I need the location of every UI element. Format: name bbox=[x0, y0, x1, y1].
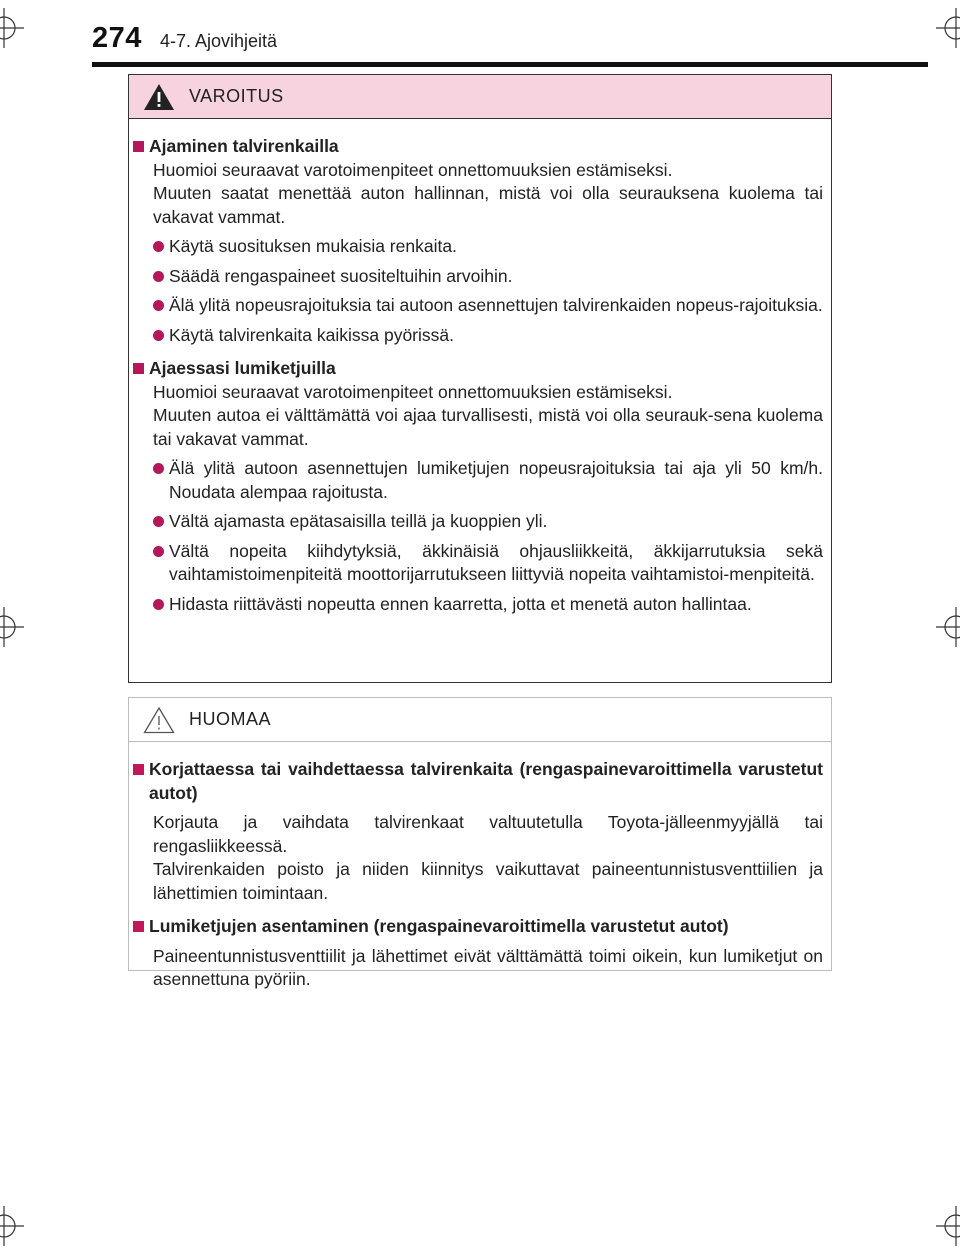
header-rule bbox=[92, 62, 928, 67]
bullet-item: Hidasta riittävästi nopeutta ennen kaarretta, jotta et menetä auton hallintaa. bbox=[153, 593, 823, 617]
round-bullet-icon bbox=[153, 457, 169, 504]
paragraph: Talvirenkaiden poisto ja niiden kiinnitys vaikuttavat paineentunnistusventtiilien ja lähettimien toimintaan. bbox=[153, 859, 823, 903]
warning-content bbox=[129, 119, 831, 616]
page-number: 274 bbox=[92, 22, 142, 54]
round-bullet-icon bbox=[153, 540, 169, 587]
paragraph: Paineentunnistusventtiilit ja lähettimet eivät välttämättä toimi oikein, kun lumiketjut on asennettuna pyöriin. bbox=[153, 945, 823, 989]
registration-mark-icon bbox=[936, 607, 960, 647]
round-bullet-icon bbox=[153, 593, 169, 617]
paragraph: Muuten saatat menettää auton hallinnan, mistä voi olla seurauksena kuolema tai vakavat vammat. bbox=[153, 183, 823, 227]
round-bullet-icon bbox=[153, 294, 169, 318]
bullet-item: Vältä ajamasta epätasaisilla teillä ja kuoppien yli. bbox=[153, 510, 823, 534]
notice-box-title: HUOMAA bbox=[189, 709, 272, 729]
section-heading: Korjattaessa tai vaihdettaessa talvirenkaita (rengaspainevaroittimella varustetut autot) bbox=[133, 758, 823, 805]
caution-triangle-outline-icon bbox=[143, 706, 175, 734]
round-bullet-icon bbox=[153, 324, 169, 348]
square-bullet-icon bbox=[133, 915, 149, 939]
notice-box-header bbox=[129, 698, 831, 742]
bullet-item: Vältä nopeita kiihdytyksiä, äkkinäisiä ohjausliikkeitä, äkkijarrutuksia sekä vaihtamistoimenpiteitä moottorijarrutukseen liittyviä nopeita vaihtamistoi-menpiteitä. bbox=[153, 540, 823, 587]
section-title: 4-7. Ajovihjeitä bbox=[160, 31, 278, 51]
warning-box-title: VAROITUS bbox=[189, 86, 284, 106]
registration-mark-icon bbox=[936, 8, 960, 48]
paragraph: Korjauta ja vaihdata talvirenkaat valtuutetulla Toyota-jälleenmyyjällä tai rengasliikkeessä. bbox=[153, 812, 823, 856]
bullet-item: Älä ylitä autoon asennettujen lumiketjujen nopeusrajoituksia tai aja yli 50 km/h. Noudata alempaa rajoitusta. bbox=[153, 457, 823, 504]
square-bullet-icon bbox=[133, 357, 149, 381]
paragraph: Muuten autoa ei välttämättä voi ajaa turvallisesti, mistä voi olla seurauk-sena kuolema tai vakavat vammat. bbox=[153, 405, 823, 449]
bullet-item: Säädä rengaspaineet suositeltuihin arvoihin. bbox=[153, 265, 823, 289]
warning-box-header bbox=[129, 75, 831, 119]
round-bullet-icon bbox=[153, 265, 169, 289]
section-heading: Lumiketjujen asentaminen (rengaspainevaroittimella varustetut autot) bbox=[133, 915, 823, 939]
section-heading: Ajaessasi lumiketjuilla bbox=[133, 357, 823, 381]
registration-mark-icon bbox=[0, 607, 24, 647]
square-bullet-icon bbox=[133, 758, 149, 805]
paragraph: Huomioi seuraavat varotoimenpiteet onnettomuuksien estämiseksi. bbox=[153, 381, 673, 402]
bullet-item: Käytä talvirenkaita kaikissa pyörissä. bbox=[153, 324, 823, 348]
paragraph: Huomioi seuraavat varotoimenpiteet onnettomuuksien estämiseksi. bbox=[153, 159, 673, 180]
round-bullet-icon bbox=[153, 510, 169, 534]
registration-mark-icon bbox=[0, 1206, 24, 1246]
registration-mark-icon bbox=[0, 8, 24, 48]
registration-mark-icon bbox=[936, 1206, 960, 1246]
warning-triangle-icon bbox=[143, 83, 175, 111]
section-heading: Ajaminen talvirenkailla bbox=[133, 135, 823, 159]
notice-content bbox=[129, 742, 831, 992]
warning-box bbox=[128, 74, 832, 683]
square-bullet-icon bbox=[133, 135, 149, 159]
notice-box bbox=[128, 697, 832, 989]
bullet-item: Älä ylitä nopeusrajoituksia tai autoon asennettujen talvirenkaiden nopeus-rajoituksia. bbox=[153, 294, 823, 318]
round-bullet-icon bbox=[153, 235, 169, 259]
bullet-item: Käytä suosituksen mukaisia renkaita. bbox=[153, 235, 823, 259]
